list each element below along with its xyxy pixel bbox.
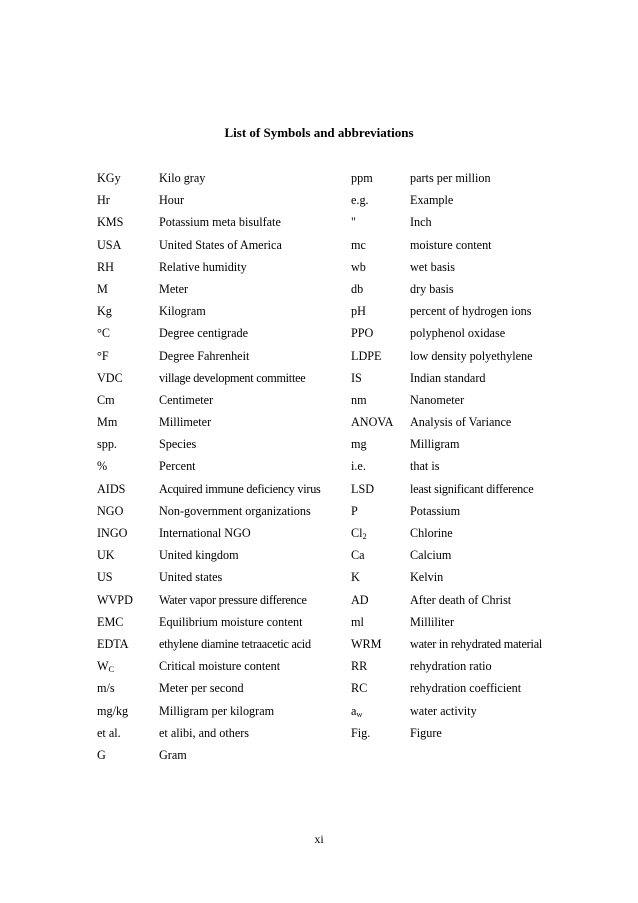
page-number: xi <box>314 832 324 846</box>
meaning: Calcium <box>410 548 452 563</box>
meaning: ethylene diamine tetraacetic acid <box>159 636 311 651</box>
meaning: percent of hydrogen ions <box>410 304 532 319</box>
symbol: mc <box>351 237 366 252</box>
meaning: Centimeter <box>159 392 214 407</box>
meaning: Meter per second <box>159 681 244 696</box>
meaning: Potassium meta bisulfate <box>159 215 281 230</box>
symbol: US <box>97 570 113 585</box>
meaning: Kelvin <box>410 570 444 585</box>
meaning: water in rehydrated material <box>410 636 543 651</box>
meaning: rehydration coefficient <box>410 681 522 696</box>
abbreviation-row <box>0 212 638 234</box>
symbol: nm <box>351 392 367 407</box>
meaning: low density polyethylene <box>410 348 533 363</box>
symbol: pH <box>351 304 366 319</box>
meaning: United States of America <box>159 237 282 252</box>
symbol: Fig. <box>351 725 371 740</box>
meaning: that is <box>410 459 440 474</box>
meaning: Milligram per kilogram <box>159 703 275 718</box>
meaning: United states <box>159 570 223 585</box>
abbreviations-list <box>0 168 638 767</box>
symbol: e.g. <box>351 193 369 208</box>
meaning: Relative humidity <box>159 259 247 274</box>
meaning: Kilogram <box>159 304 206 319</box>
symbol: WVPD <box>97 592 133 607</box>
meaning: Potassium <box>410 503 461 518</box>
meaning: et alibi, and others <box>159 725 250 740</box>
abbreviation-row <box>0 279 638 301</box>
symbol: NGO <box>97 503 124 518</box>
symbol: ANOVA <box>351 415 394 430</box>
abbreviation-row <box>0 656 638 678</box>
symbol: AD <box>351 592 369 607</box>
symbol: RH <box>97 259 114 274</box>
symbol: IS <box>351 370 362 385</box>
symbol: mg/kg <box>97 703 129 718</box>
symbol: P <box>351 503 358 518</box>
abbreviation-row <box>0 390 638 412</box>
meaning: polyphenol oxidase <box>410 326 506 341</box>
meaning: Degree centigrade <box>159 326 248 341</box>
meaning: Figure <box>410 725 442 740</box>
meaning: least significant difference <box>410 481 534 496</box>
meaning: Percent <box>159 459 196 474</box>
symbol: " <box>351 215 356 230</box>
meaning: After death of Christ <box>410 592 512 607</box>
symbol: $W_C$ <box>97 659 115 675</box>
symbol: LSD <box>351 481 375 496</box>
abbreviation-row <box>0 412 638 434</box>
symbol: USA <box>97 237 122 252</box>
meaning: United kingdom <box>159 548 239 563</box>
meaning: Chlorine <box>410 526 453 540</box>
meaning: Indian standard <box>410 370 486 385</box>
symbol: $a_w$ <box>351 703 363 719</box>
symbol: INGO <box>97 526 128 540</box>
abbreviation-row <box>0 257 638 279</box>
abbreviation-row <box>0 723 638 745</box>
symbol: wb <box>351 259 366 274</box>
abbreviation-row <box>0 612 638 634</box>
symbol: RR <box>351 659 368 674</box>
meaning: Meter <box>159 281 189 296</box>
symbol: LDPE <box>351 348 382 363</box>
abbreviation-row <box>0 301 638 323</box>
abbreviation-row <box>0 434 638 456</box>
symbol: PPO <box>351 326 374 341</box>
abbreviation-row <box>0 235 638 257</box>
meaning: Inch <box>410 215 432 230</box>
abbreviation-row <box>0 567 638 589</box>
meaning: parts per million <box>410 171 491 185</box>
symbol: KMS <box>97 215 124 230</box>
abbreviation-row <box>0 323 638 345</box>
meaning: village development committee <box>159 370 306 385</box>
meaning: Degree Fahrenheit <box>159 348 250 363</box>
symbol: G <box>97 747 106 762</box>
abbreviation-row <box>0 190 638 212</box>
symbol: UK <box>97 548 115 563</box>
symbol: % <box>97 459 108 474</box>
meaning: Hour <box>159 193 185 208</box>
symbol: AIDS <box>97 481 126 496</box>
meaning: moisture content <box>410 237 492 252</box>
subscript: C <box>108 664 115 675</box>
page-title: List of Symbols and abbreviations <box>224 125 414 140</box>
abbreviation-row <box>0 701 638 723</box>
meaning: Water vapor pressure difference <box>159 592 307 607</box>
symbol: Cm <box>97 392 115 407</box>
symbol: Hr <box>97 193 110 208</box>
abbreviation-row <box>0 479 638 501</box>
meaning: Milligram <box>410 437 460 452</box>
symbol: Mm <box>97 415 118 430</box>
symbol: RC <box>351 681 368 696</box>
symbol: Kg <box>97 304 112 319</box>
symbol: ml <box>351 614 364 629</box>
symbol: K <box>351 570 360 585</box>
meaning: wet basis <box>410 259 456 274</box>
abbreviation-row <box>0 634 638 656</box>
symbol: i.e. <box>351 459 366 474</box>
symbol: °F <box>97 348 109 363</box>
meaning: Non-government organizations <box>159 503 311 518</box>
meaning: Millimeter <box>159 415 212 430</box>
abbreviation-row <box>0 168 638 190</box>
meaning: Milliliter <box>410 614 455 629</box>
symbol: mg <box>351 437 367 452</box>
abbreviation-row <box>0 678 638 700</box>
symbol: EDTA <box>97 636 129 651</box>
symbol: db <box>351 281 364 296</box>
symbol: $Cl_2$ <box>351 526 367 541</box>
subscript: 2 <box>362 531 367 541</box>
meaning: Gram <box>159 747 187 762</box>
symbol: et al. <box>97 725 121 740</box>
meaning: Critical moisture content <box>159 659 281 674</box>
symbol: spp. <box>97 437 117 452</box>
symbol: m/s <box>97 681 115 696</box>
abbreviation-row <box>0 545 638 567</box>
abbreviation-row <box>0 745 638 767</box>
meaning: Acquired immune deficiency virus <box>159 481 321 496</box>
meaning: Nanometer <box>410 392 465 407</box>
symbol: Ca <box>351 548 365 563</box>
abbreviation-row <box>0 456 638 478</box>
meaning: International NGO <box>159 526 251 540</box>
meaning: rehydration ratio <box>410 659 492 674</box>
symbol: ppm <box>351 171 373 185</box>
meaning: Species <box>159 437 197 452</box>
symbol: °C <box>97 326 111 341</box>
meaning: Analysis of Variance <box>410 415 512 430</box>
meaning: water activity <box>410 703 477 718</box>
abbreviation-row <box>0 590 638 612</box>
symbol: M <box>97 281 108 296</box>
symbol: WRM <box>351 636 382 651</box>
meaning: Example <box>410 193 454 208</box>
subscript: w <box>356 708 363 719</box>
abbreviation-row <box>0 346 638 368</box>
abbreviation-row <box>0 501 638 523</box>
symbol: EMC <box>97 614 124 629</box>
abbreviation-row <box>0 368 638 390</box>
meaning: dry basis <box>410 281 454 296</box>
abbreviation-row <box>0 523 638 545</box>
symbol: KGy <box>97 171 121 185</box>
symbol: VDC <box>97 370 123 385</box>
meaning: Kilo gray <box>159 171 206 185</box>
meaning: Equilibrium moisture content <box>159 614 303 629</box>
